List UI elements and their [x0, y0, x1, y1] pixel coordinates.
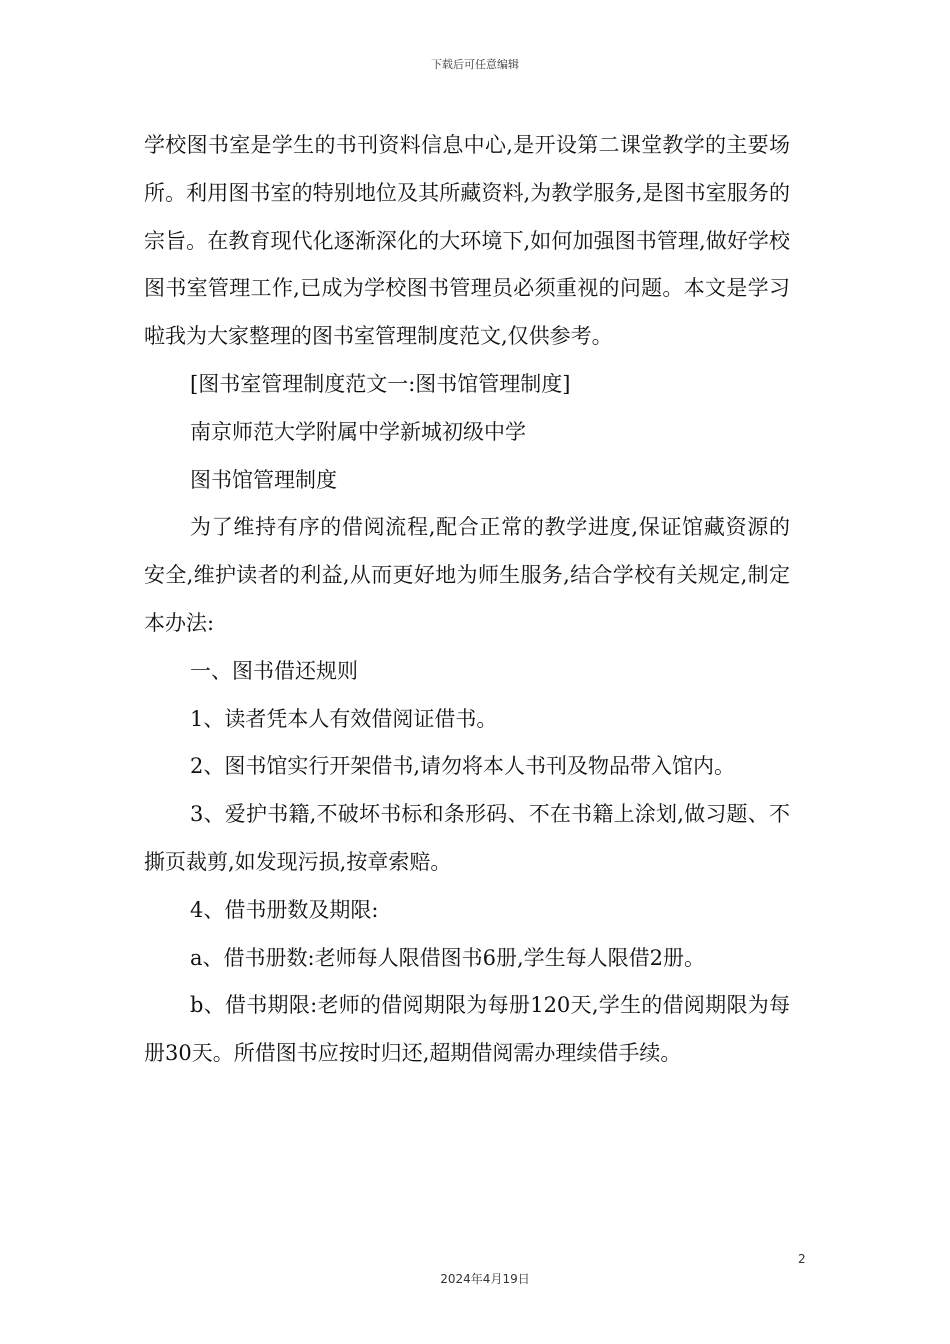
rule-2-paragraph: 2、图书馆实行开架借书,请勿将本人书刊及物品带入馆内。	[190, 754, 736, 779]
footer-date: 2024年4月19日	[440, 1272, 530, 1286]
school-name-paragraph: 南京师范大学附属中学新城初级中学	[190, 419, 526, 444]
rule-1-paragraph: 1、读者凭本人有效借阅证借书。	[190, 706, 498, 731]
page-number: 2	[798, 1252, 806, 1266]
document-body	[144, 122, 790, 1078]
rule-4a-paragraph: a、借书册数:老师每人限借图书6册,学生每人限借2册。	[190, 945, 705, 970]
rule-4-paragraph: 4、借书册数及期限:	[190, 897, 379, 922]
intro-paragraph: 学校图书室是学生的书刊资料信息中心,是开设第二课堂教学的主要场所。利用图书室的特别地位及其所藏资料,为教学服务,是图书室服务的宗旨。在教育现代化逐渐深化的大环境下,如何加强图书管理,做好学校图书室管理工作,已成为学校图书管理员必须重视的问题。本文是学习啦我为大家整理的图书室管理制度范文,仅供参考。	[144, 133, 790, 349]
page-header: 下载后可任意编辑	[431, 58, 519, 71]
rule-3-paragraph: 3、爱护书籍,不破坏书标和条形码、不在书籍上涂划,做习题、不撕页裁剪,如发现污损,按章索赔。	[144, 802, 790, 874]
purpose-paragraph: 为了维持有序的借阅流程,配合正常的教学进度,保证馆藏资源的安全,维护读者的利益,从而更好地为师生服务,结合学校有关规定,制定本办法:	[144, 515, 790, 635]
chapter-heading-paragraph: 一、图书借还规则	[190, 658, 358, 683]
section-title-paragraph: [图书室管理制度范文一:图书馆管理制度]	[190, 371, 571, 396]
rules-title-paragraph: 图书馆管理制度	[190, 467, 337, 492]
rule-4b-paragraph: b、借书期限:老师的借阅期限为每册120天,学生的借阅期限为每册30天。所借图书应按时归还,超期借阅需办理续借手续。	[144, 993, 790, 1066]
